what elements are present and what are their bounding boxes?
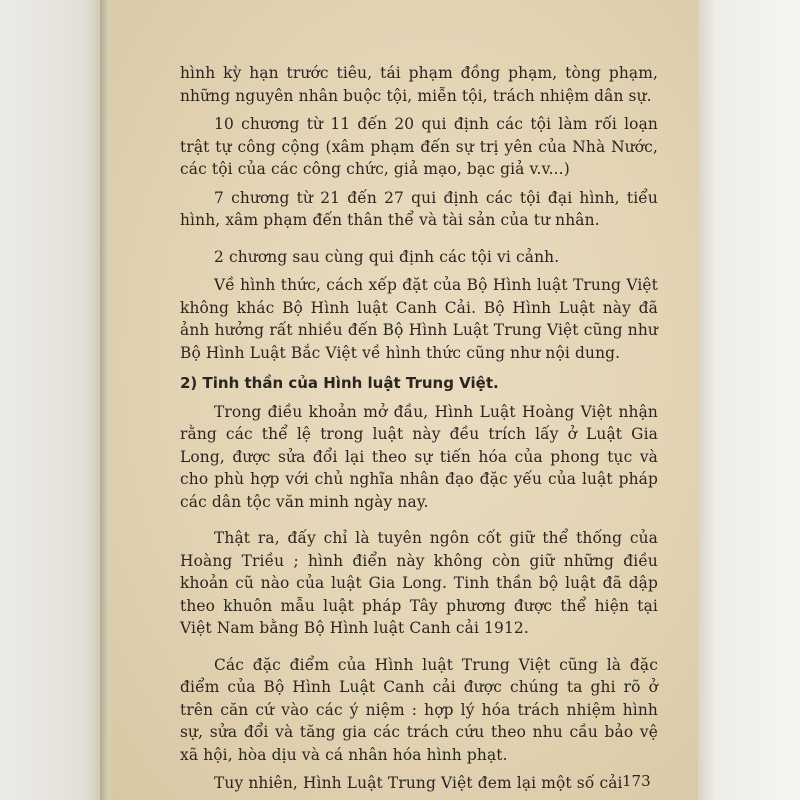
paragraph-however: Tuy nhiên, Hình Luật Trung Việt đem lại một số cải bbox=[214, 774, 623, 792]
gutter-shadow bbox=[100, 0, 114, 800]
page-text-body bbox=[180, 62, 658, 795]
paragraph-form: Về hình thức, cách xếp đặt của Bộ Hình luật Trung Việt không khác Bộ Hình luật Canh Cải. Bộ Hình Luật này đã ảnh hưởng rất nhiều đến Bộ Hình Luật Trung Việt cũng như Bộ Hình Luật Bắc Việt về hình thức cũng như nội dung. bbox=[180, 276, 658, 362]
left-page-margin bbox=[0, 0, 104, 800]
paragraph-opening-clause: Trong điều khoản mở đầu, Hình Luật Hoàng Việt nhận rằng các thể lệ trong luật này đều trích lấy ở Luật Gia Long, được sửa đổi lại theo sự tiến hóa của phong tục và cho phù hợp với chủ nghĩa nhân đạo đặc yếu của luật pháp các dân tộc văn minh ngày nay. bbox=[180, 402, 658, 511]
section-heading: 2) Tinh thần của Hình luật Trung Việt. bbox=[180, 374, 499, 392]
paragraph-continuation: hình kỳ hạn trước tiêu, tái phạm đồng phạm, tòng phạm, những nguyên nhân buộc tội, miễn tội, trách nhiệm dân sự. bbox=[180, 64, 658, 105]
paragraph-chapters-11-20: 10 chương từ 11 đến 20 qui định các tội làm rối loạn trật tự công cộng (xâm phạm đến sự trị yên của Nhà Nước, các tội của các công chức, giả mạo, bạc giả v.v...) bbox=[180, 115, 658, 178]
right-page-margin bbox=[698, 0, 800, 800]
paragraph-last-chapters: 2 chương sau cùng qui định các tội vi cảnh. bbox=[214, 247, 560, 266]
paragraph-characteristics: Các đặc điểm của Hình luật Trung Việt cũng là đặc điểm của Bộ Hình Luật Canh cải được chúng ta ghi rõ ở trên căn cứ vào các ý niệm : hợp lý hóa trách nhiệm hình sự, sửa đổi và tăng gia các trách cứu theo nhu cầu bảo vệ xã hội, hòa dịu và cá nhân hóa hình phạt. bbox=[180, 655, 658, 764]
page-number: 173 bbox=[622, 772, 651, 790]
paragraph-in-fact: Thật ra, đấy chỉ là tuyên ngôn cốt giữ thể thống của Hoàng Triều ; hình điển này không còn giữ những điều khoản cũ nào của luật Gia Long. Tinh thần bộ luật đã dập theo khuôn mẫu luật pháp Tây phương được thể hiện tại Việt Nam bằng Bộ Hình luật Canh cải 1912. bbox=[180, 529, 658, 637]
paragraph-chapters-21-27: 7 chương từ 21 đến 27 qui định các tội đại hình, tiểu hình, xâm phạm đến thân thể và tài sản của tư nhân. bbox=[180, 188, 658, 229]
